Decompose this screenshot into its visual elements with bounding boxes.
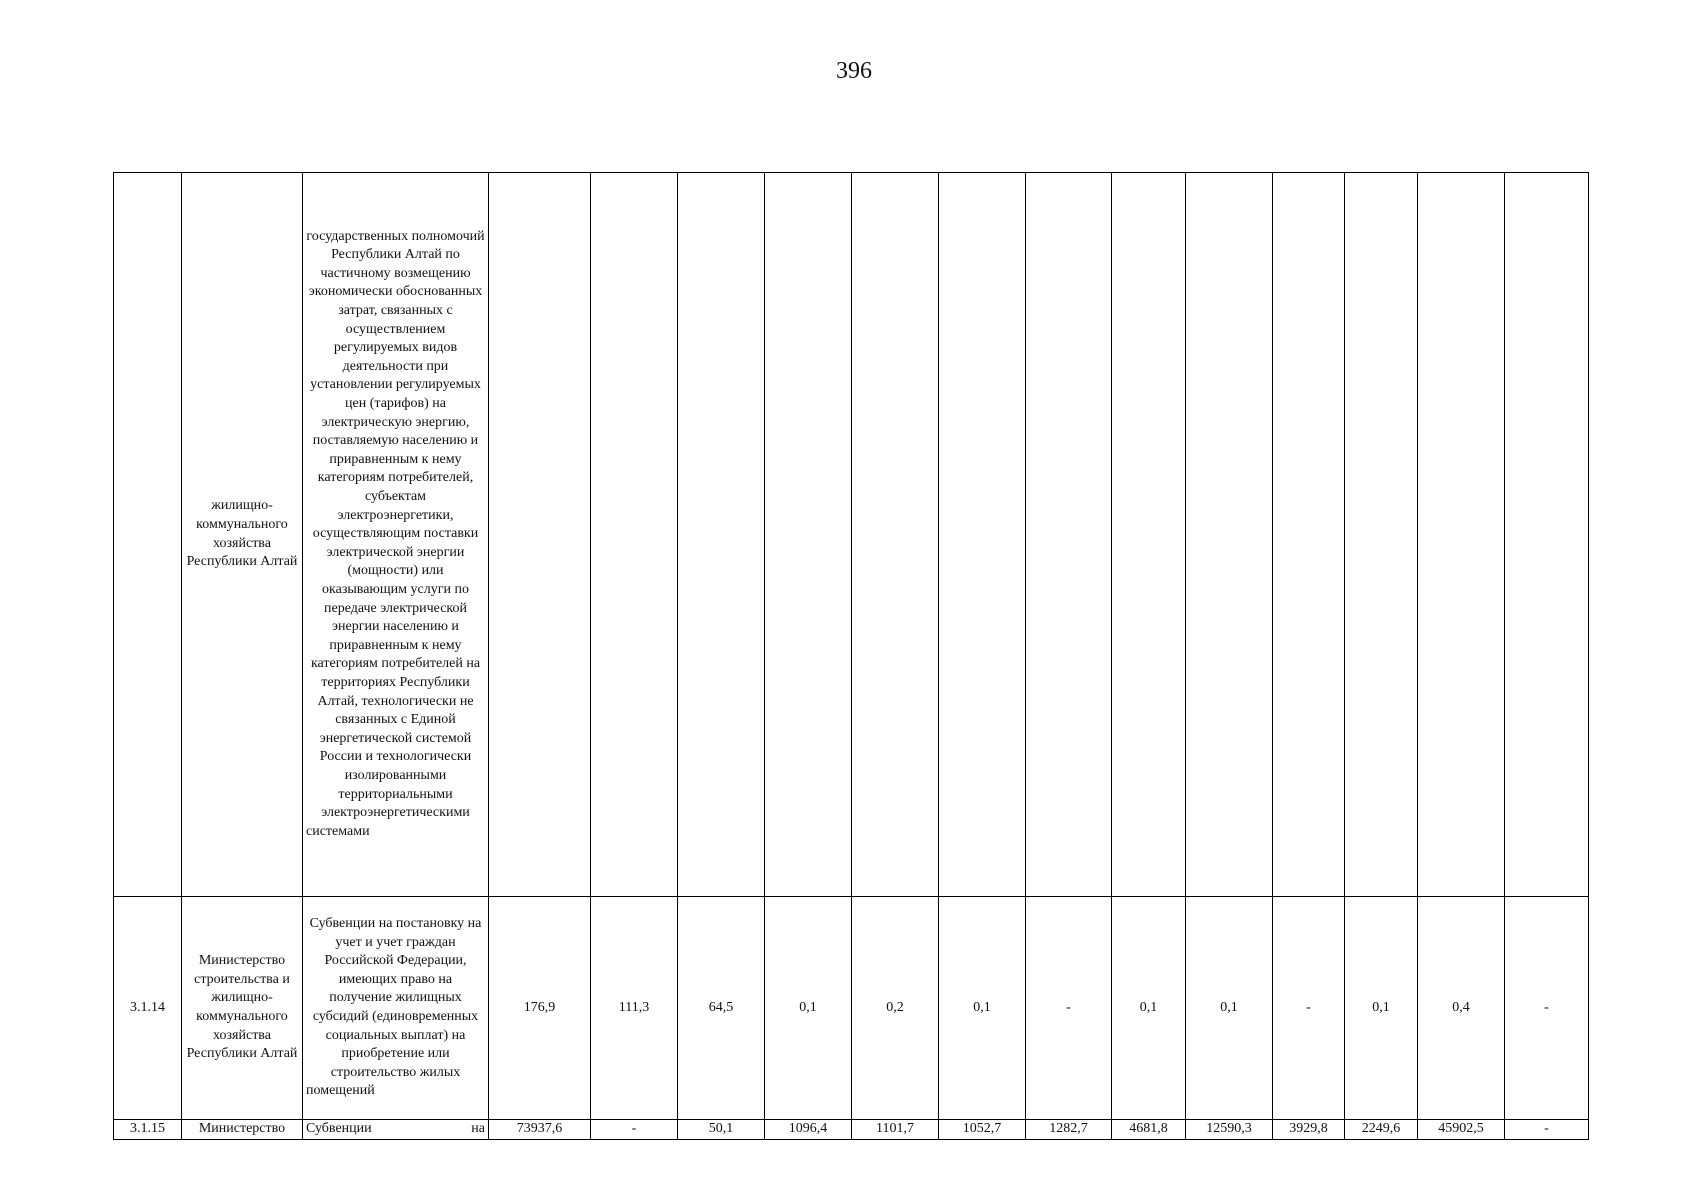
row-value: 0,1 <box>1345 897 1418 1120</box>
row-value-total: 73937,6 <box>489 1120 591 1140</box>
row-value <box>1418 173 1505 897</box>
row-value <box>1112 173 1186 897</box>
row-value: 0,1 <box>1186 897 1273 1120</box>
row-value <box>591 173 678 897</box>
row-value: 111,3 <box>591 897 678 1120</box>
row-value: 0,1 <box>1112 897 1186 1120</box>
row-value: - <box>591 1120 678 1140</box>
row-value: 0,4 <box>1418 897 1505 1120</box>
row-value: - <box>1505 1120 1589 1140</box>
row-value: 64,5 <box>678 897 765 1120</box>
row-value: 45902,5 <box>1418 1120 1505 1140</box>
row-value: - <box>1026 897 1112 1120</box>
page-number: 396 <box>836 58 872 84</box>
row-value: 1052,7 <box>939 1120 1026 1140</box>
row-value <box>939 173 1026 897</box>
row-value: 0,1 <box>765 897 852 1120</box>
row-value-total <box>489 173 591 897</box>
row-value <box>1186 173 1273 897</box>
row-value: 4681,8 <box>1112 1120 1186 1140</box>
row-organization: Министерство строительства и жилищно-коммунального хозяйства Республики Алтай <box>182 897 303 1120</box>
row-description: Субвенции на <box>303 1120 489 1140</box>
table-row <box>114 897 1589 1120</box>
table-row <box>114 173 1589 897</box>
row-value: 1096,4 <box>765 1120 852 1140</box>
row-value: 1101,7 <box>852 1120 939 1140</box>
row-value: - <box>1273 897 1345 1120</box>
row-value: - <box>1505 897 1589 1120</box>
row-value: 0,2 <box>852 897 939 1120</box>
row-value: 3929,8 <box>1273 1120 1345 1140</box>
row-value <box>1505 173 1589 897</box>
row-value <box>1273 173 1345 897</box>
row-value: 12590,3 <box>1186 1120 1273 1140</box>
row-value <box>852 173 939 897</box>
row-code <box>114 173 182 897</box>
budget-table <box>113 172 1589 1140</box>
row-code: 3.1.14 <box>114 897 182 1120</box>
row-value-total: 176,9 <box>489 897 591 1120</box>
row-value <box>765 173 852 897</box>
row-code: 3.1.15 <box>114 1120 182 1140</box>
row-description: государственных полномочий Республики Алтай по частичному возмещению экономически обоснованных затрат, связанных с осуществлением регулируемых видов деятельности при установлении регулируемых цен (тарифов) на электрическую энергию, поставляемую населению и приравненным к нему категориям потребителей, субъектам электроэнергетики, осуществляющим поставки электрической энергии (мощности) или оказывающим услуги по передаче электрической энергии населению и приравненным к нему категориям потребителей на территориях Республики Алтай, технологически не связанных с Единой энергетической системой России и технологически изолированными территориальными электроэнергетическими системами <box>303 173 489 897</box>
row-description: Субвенции на постановку на учет и учет граждан Российской Федерации, имеющих право на получение жилищных субсидий (единовременных социальных выплат) на приобретение или строительство жилых помещений <box>303 897 489 1120</box>
row-value: 2249,6 <box>1345 1120 1418 1140</box>
row-value: 0,1 <box>939 897 1026 1120</box>
row-value: 1282,7 <box>1026 1120 1112 1140</box>
row-value <box>1345 173 1418 897</box>
row-value <box>678 173 765 897</box>
row-organization: жилищно-коммунального хозяйства Республики Алтай <box>182 173 303 897</box>
row-value: 50,1 <box>678 1120 765 1140</box>
row-value <box>1026 173 1112 897</box>
row-organization: Министерство <box>182 1120 303 1140</box>
table-row <box>114 1120 1589 1140</box>
